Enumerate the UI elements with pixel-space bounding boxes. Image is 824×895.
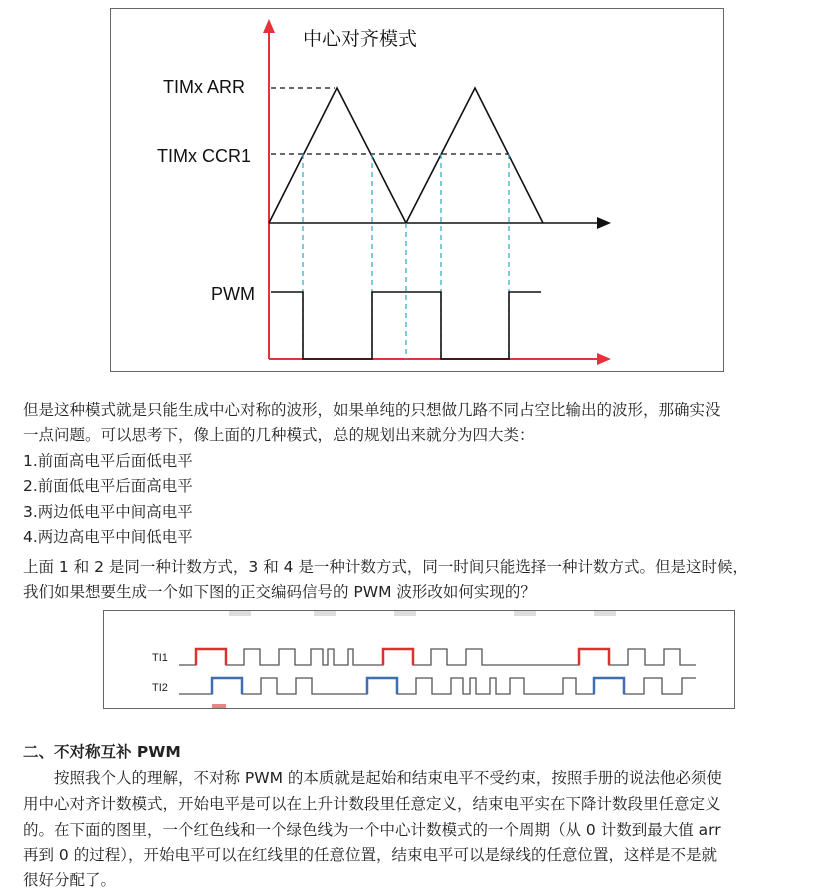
list-item: 3.两边低电平中间高电平 — [23, 503, 193, 521]
paragraph2-line1: 上面 1 和 2 是同一种计数方式，3 和 4 是一种计数方式，同一时间只能选择一种计数方式。但是这时候， — [23, 558, 748, 576]
label-arr: TIMx ARR — [163, 77, 246, 97]
list-item: 2.前面低电平后面高电平 — [23, 477, 193, 495]
ti1-red-pulse-2 — [383, 649, 413, 665]
ti1-waveform — [179, 649, 696, 665]
y-axis-arrow — [263, 19, 275, 33]
paragraph1-line2: 一点问题。可以思考下，像上面的几种模式，总的规划出来就分为四大类： — [23, 426, 535, 444]
list-item: 1.前面高电平后面低电平 — [23, 452, 193, 470]
ti2-blue-pulse-3 — [594, 678, 624, 694]
list-item: 4.两边高电平中间低电平 — [23, 528, 193, 546]
section-line2: 用中心对齐计数模式，开始电平是可以在上升计数段里任意定义，结束电平实在下降计数段里任意定义 — [23, 795, 721, 813]
section-line3: 的。在下面的图里，一个红色线和一个绿色线为一个中心计数模式的一个周期（从 0 计数到最大值 arr — [23, 821, 721, 839]
section-line5: 很好分配了。 — [23, 871, 117, 889]
label-ti2: TI2 — [152, 682, 168, 694]
counter-x-axis-arrow — [597, 217, 611, 229]
label-pwm: PWM — [211, 284, 255, 304]
section-line4: 再到 0 的过程），开始电平可以在红线里的任意位置，结束电平可以是绿线的任意位置，这样是不是就 — [23, 846, 717, 864]
ti2-waveform — [179, 678, 696, 694]
paragraph2-line2: 我们如果想要生成一个如下图的正交编码信号的 PWM 波形改如何实现的？ — [23, 583, 536, 601]
ti2-blue-pulse-1 — [212, 678, 242, 694]
figure-title: 中心对齐模式 — [303, 29, 418, 50]
quadrature-signal-figure — [103, 610, 735, 709]
label-ccr1: TIMx CCR1 — [157, 146, 251, 166]
counter-triangle-wave — [269, 88, 543, 223]
label-ti1: TI1 — [152, 652, 168, 664]
ti2-blue-pulse-2 — [367, 678, 397, 694]
ti1-red-pulse-1 — [196, 649, 226, 665]
paragraph1-line1: 但是这种模式就是只能生成中心对称的波形，如果单纯的只想做几路不同占空比输出的波形，那确实没 — [23, 401, 721, 419]
pwm-x-axis-arrow — [597, 353, 611, 365]
center-aligned-mode-figure — [110, 8, 724, 372]
section-line1: 按照我个人的理解，不对称 PWM 的本质就是起始和结束电平不受约束，按照手册的说法他必须使 — [54, 769, 722, 787]
quadrature-diagram — [104, 611, 734, 708]
ti1-red-pulse-3 — [579, 649, 609, 665]
center-aligned-diagram — [111, 9, 723, 371]
section-heading: 二、不对称互补 PWM — [23, 743, 181, 761]
